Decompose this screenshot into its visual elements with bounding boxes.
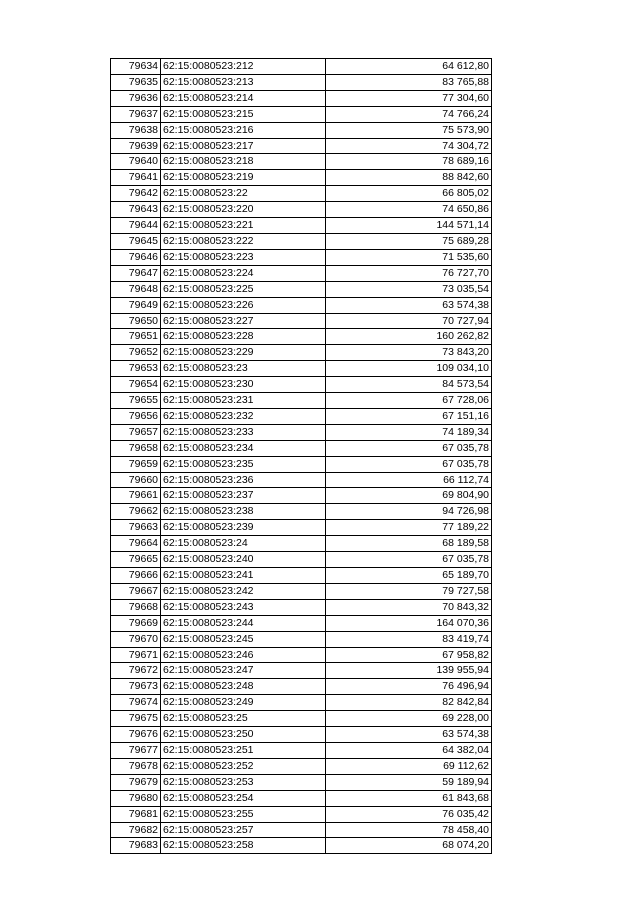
cadastral-value-cell: 74 650,86 [326, 202, 492, 218]
cadastral-value-cell: 71 535,60 [326, 249, 492, 265]
table-row [111, 599, 492, 615]
table-row [111, 424, 492, 440]
cadastral-value-cell: 77 304,60 [326, 90, 492, 106]
cadastral-value-cell: 70 727,94 [326, 313, 492, 329]
row-id-cell: 79669 [111, 615, 161, 631]
table-row [111, 568, 492, 584]
row-id-cell: 79654 [111, 377, 161, 393]
cadastral-number-cell: 62:15:0080523:214 [161, 90, 326, 106]
row-id-cell: 79661 [111, 488, 161, 504]
table-row [111, 536, 492, 552]
table-row [111, 361, 492, 377]
cadastral-number-cell: 62:15:0080523:249 [161, 695, 326, 711]
table-row [111, 265, 492, 281]
cadastral-value-cell: 78 458,40 [326, 822, 492, 838]
row-id-cell: 79647 [111, 265, 161, 281]
row-id-cell: 79666 [111, 568, 161, 584]
cadastral-number-cell: 62:15:0080523:250 [161, 727, 326, 743]
cadastral-value-cell: 109 034,10 [326, 361, 492, 377]
table-row [111, 806, 492, 822]
table-row [111, 488, 492, 504]
row-id-cell: 79640 [111, 154, 161, 170]
table-body [111, 59, 492, 854]
cadastral-value-cell: 76 496,94 [326, 679, 492, 695]
table-row [111, 615, 492, 631]
cadastral-number-cell: 62:15:0080523:221 [161, 218, 326, 234]
table-row [111, 838, 492, 854]
table-row [111, 758, 492, 774]
row-id-cell: 79642 [111, 186, 161, 202]
table-row [111, 679, 492, 695]
cadastral-number-cell: 62:15:0080523:241 [161, 568, 326, 584]
row-id-cell: 79675 [111, 711, 161, 727]
cadastral-number-cell: 62:15:0080523:251 [161, 742, 326, 758]
row-id-cell: 79655 [111, 393, 161, 409]
row-id-cell: 79636 [111, 90, 161, 106]
row-id-cell: 79677 [111, 742, 161, 758]
cadastral-value-cell: 68 189,58 [326, 536, 492, 552]
cadastral-value-cell: 67 035,78 [326, 552, 492, 568]
table-row [111, 90, 492, 106]
table-row [111, 663, 492, 679]
cadastral-value-cell: 73 843,20 [326, 345, 492, 361]
row-id-cell: 79660 [111, 472, 161, 488]
cadastral-number-cell: 62:15:0080523:244 [161, 615, 326, 631]
cadastral-value-cell: 69 112,62 [326, 758, 492, 774]
row-id-cell: 79646 [111, 249, 161, 265]
cadastral-number-cell: 62:15:0080523:242 [161, 583, 326, 599]
cadastral-number-cell: 62:15:0080523:22 [161, 186, 326, 202]
row-id-cell: 79676 [111, 727, 161, 743]
row-id-cell: 79649 [111, 297, 161, 313]
table-row [111, 504, 492, 520]
table-row [111, 345, 492, 361]
cadastral-value-cell: 67 728,06 [326, 393, 492, 409]
table-row [111, 297, 492, 313]
cadastral-number-cell: 62:15:0080523:213 [161, 74, 326, 90]
table-row [111, 377, 492, 393]
cadastral-number-cell: 62:15:0080523:243 [161, 599, 326, 615]
table-row [111, 695, 492, 711]
table-row [111, 790, 492, 806]
table-row [111, 631, 492, 647]
cadastral-value-table [110, 58, 492, 854]
cadastral-number-cell: 62:15:0080523:234 [161, 440, 326, 456]
cadastral-value-cell: 69 804,90 [326, 488, 492, 504]
cadastral-number-cell: 62:15:0080523:233 [161, 424, 326, 440]
cadastral-number-cell: 62:15:0080523:253 [161, 774, 326, 790]
cadastral-value-cell: 73 035,54 [326, 281, 492, 297]
row-id-cell: 79639 [111, 138, 161, 154]
cadastral-value-cell: 70 843,32 [326, 599, 492, 615]
row-id-cell: 79665 [111, 552, 161, 568]
cadastral-number-cell: 62:15:0080523:240 [161, 552, 326, 568]
row-id-cell: 79672 [111, 663, 161, 679]
cadastral-number-cell: 62:15:0080523:23 [161, 361, 326, 377]
row-id-cell: 79678 [111, 758, 161, 774]
cadastral-number-cell: 62:15:0080523:245 [161, 631, 326, 647]
table-row [111, 154, 492, 170]
table-row [111, 393, 492, 409]
row-id-cell: 79648 [111, 281, 161, 297]
cadastral-value-cell: 63 574,38 [326, 727, 492, 743]
row-id-cell: 79650 [111, 313, 161, 329]
row-id-cell: 79663 [111, 520, 161, 536]
cadastral-number-cell: 62:15:0080523:25 [161, 711, 326, 727]
row-id-cell: 79659 [111, 456, 161, 472]
cadastral-number-cell: 62:15:0080523:215 [161, 106, 326, 122]
row-id-cell: 79637 [111, 106, 161, 122]
cadastral-value-cell: 84 573,54 [326, 377, 492, 393]
cadastral-value-cell: 82 842,84 [326, 695, 492, 711]
table-row [111, 408, 492, 424]
table-row [111, 440, 492, 456]
cadastral-value-cell: 67 035,78 [326, 440, 492, 456]
row-id-cell: 79653 [111, 361, 161, 377]
cadastral-number-cell: 62:15:0080523:235 [161, 456, 326, 472]
row-id-cell: 79671 [111, 647, 161, 663]
table-row [111, 520, 492, 536]
table-row [111, 583, 492, 599]
cadastral-number-cell: 62:15:0080523:222 [161, 233, 326, 249]
row-id-cell: 79644 [111, 218, 161, 234]
cadastral-number-cell: 62:15:0080523:255 [161, 806, 326, 822]
table-row [111, 249, 492, 265]
cadastral-number-cell: 62:15:0080523:227 [161, 313, 326, 329]
table-row [111, 59, 492, 75]
cadastral-value-cell: 68 074,20 [326, 838, 492, 854]
row-id-cell: 79667 [111, 583, 161, 599]
cadastral-value-cell: 61 843,68 [326, 790, 492, 806]
cadastral-value-cell: 76 727,70 [326, 265, 492, 281]
cadastral-number-cell: 62:15:0080523:257 [161, 822, 326, 838]
row-id-cell: 79682 [111, 822, 161, 838]
cadastral-value-cell: 67 151,16 [326, 408, 492, 424]
cadastral-value-cell: 160 262,82 [326, 329, 492, 345]
row-id-cell: 79664 [111, 536, 161, 552]
row-id-cell: 79638 [111, 122, 161, 138]
table-row [111, 711, 492, 727]
cadastral-number-cell: 62:15:0080523:229 [161, 345, 326, 361]
cadastral-value-cell: 88 842,60 [326, 170, 492, 186]
table-row [111, 106, 492, 122]
table-row [111, 647, 492, 663]
cadastral-value-cell: 66 112,74 [326, 472, 492, 488]
row-id-cell: 79679 [111, 774, 161, 790]
cadastral-number-cell: 62:15:0080523:212 [161, 59, 326, 75]
cadastral-value-cell: 94 726,98 [326, 504, 492, 520]
table-row [111, 552, 492, 568]
cadastral-number-cell: 62:15:0080523:239 [161, 520, 326, 536]
table-row [111, 329, 492, 345]
cadastral-number-cell: 62:15:0080523:24 [161, 536, 326, 552]
cadastral-value-cell: 64 612,80 [326, 59, 492, 75]
row-id-cell: 79658 [111, 440, 161, 456]
cadastral-number-cell: 62:15:0080523:224 [161, 265, 326, 281]
row-id-cell: 79656 [111, 408, 161, 424]
table-row [111, 74, 492, 90]
table-row [111, 122, 492, 138]
cadastral-value-cell: 75 573,90 [326, 122, 492, 138]
table-row [111, 186, 492, 202]
cadastral-value-cell: 139 955,94 [326, 663, 492, 679]
row-id-cell: 79662 [111, 504, 161, 520]
cadastral-value-cell: 67 035,78 [326, 456, 492, 472]
cadastral-value-cell: 144 571,14 [326, 218, 492, 234]
cadastral-value-cell: 65 189,70 [326, 568, 492, 584]
table-row [111, 727, 492, 743]
cadastral-value-cell: 67 958,82 [326, 647, 492, 663]
cadastral-value-cell: 75 689,28 [326, 233, 492, 249]
cadastral-number-cell: 62:15:0080523:225 [161, 281, 326, 297]
cadastral-number-cell: 62:15:0080523:220 [161, 202, 326, 218]
cadastral-number-cell: 62:15:0080523:258 [161, 838, 326, 854]
row-id-cell: 79668 [111, 599, 161, 615]
cadastral-value-cell: 74 189,34 [326, 424, 492, 440]
cadastral-number-cell: 62:15:0080523:219 [161, 170, 326, 186]
row-id-cell: 79635 [111, 74, 161, 90]
cadastral-value-cell: 64 382,04 [326, 742, 492, 758]
cadastral-value-cell: 164 070,36 [326, 615, 492, 631]
row-id-cell: 79670 [111, 631, 161, 647]
cadastral-number-cell: 62:15:0080523:231 [161, 393, 326, 409]
cadastral-number-cell: 62:15:0080523:217 [161, 138, 326, 154]
cadastral-value-cell: 69 228,00 [326, 711, 492, 727]
cadastral-number-cell: 62:15:0080523:236 [161, 472, 326, 488]
table-row [111, 202, 492, 218]
table-row [111, 822, 492, 838]
cadastral-number-cell: 62:15:0080523:232 [161, 408, 326, 424]
cadastral-value-cell: 59 189,94 [326, 774, 492, 790]
cadastral-number-cell: 62:15:0080523:246 [161, 647, 326, 663]
cadastral-value-cell: 74 766,24 [326, 106, 492, 122]
table-row [111, 218, 492, 234]
cadastral-number-cell: 62:15:0080523:252 [161, 758, 326, 774]
cadastral-value-cell: 79 727,58 [326, 583, 492, 599]
cadastral-value-cell: 83 765,88 [326, 74, 492, 90]
row-id-cell: 79657 [111, 424, 161, 440]
cadastral-value-cell: 63 574,38 [326, 297, 492, 313]
cadastral-value-cell: 78 689,16 [326, 154, 492, 170]
row-id-cell: 79634 [111, 59, 161, 75]
row-id-cell: 79645 [111, 233, 161, 249]
cadastral-number-cell: 62:15:0080523:223 [161, 249, 326, 265]
row-id-cell: 79651 [111, 329, 161, 345]
row-id-cell: 79652 [111, 345, 161, 361]
table-row [111, 456, 492, 472]
table-row [111, 233, 492, 249]
cadastral-value-cell: 66 805,02 [326, 186, 492, 202]
cadastral-number-cell: 62:15:0080523:254 [161, 790, 326, 806]
cadastral-number-cell: 62:15:0080523:238 [161, 504, 326, 520]
row-id-cell: 79641 [111, 170, 161, 186]
cadastral-number-cell: 62:15:0080523:247 [161, 663, 326, 679]
cadastral-number-cell: 62:15:0080523:230 [161, 377, 326, 393]
cadastral-value-cell: 76 035,42 [326, 806, 492, 822]
row-id-cell: 79643 [111, 202, 161, 218]
table-row [111, 472, 492, 488]
table-row [111, 774, 492, 790]
table-row [111, 742, 492, 758]
cadastral-value-cell: 77 189,22 [326, 520, 492, 536]
row-id-cell: 79681 [111, 806, 161, 822]
table-row [111, 313, 492, 329]
cadastral-number-cell: 62:15:0080523:216 [161, 122, 326, 138]
cadastral-number-cell: 62:15:0080523:248 [161, 679, 326, 695]
table-row [111, 170, 492, 186]
cadastral-number-cell: 62:15:0080523:226 [161, 297, 326, 313]
row-id-cell: 79673 [111, 679, 161, 695]
cadastral-value-cell: 74 304,72 [326, 138, 492, 154]
cadastral-number-cell: 62:15:0080523:228 [161, 329, 326, 345]
cadastral-number-cell: 62:15:0080523:237 [161, 488, 326, 504]
cadastral-value-cell: 83 419,74 [326, 631, 492, 647]
table-row [111, 138, 492, 154]
table-row [111, 281, 492, 297]
row-id-cell: 79674 [111, 695, 161, 711]
row-id-cell: 79680 [111, 790, 161, 806]
cadastral-number-cell: 62:15:0080523:218 [161, 154, 326, 170]
row-id-cell: 79683 [111, 838, 161, 854]
